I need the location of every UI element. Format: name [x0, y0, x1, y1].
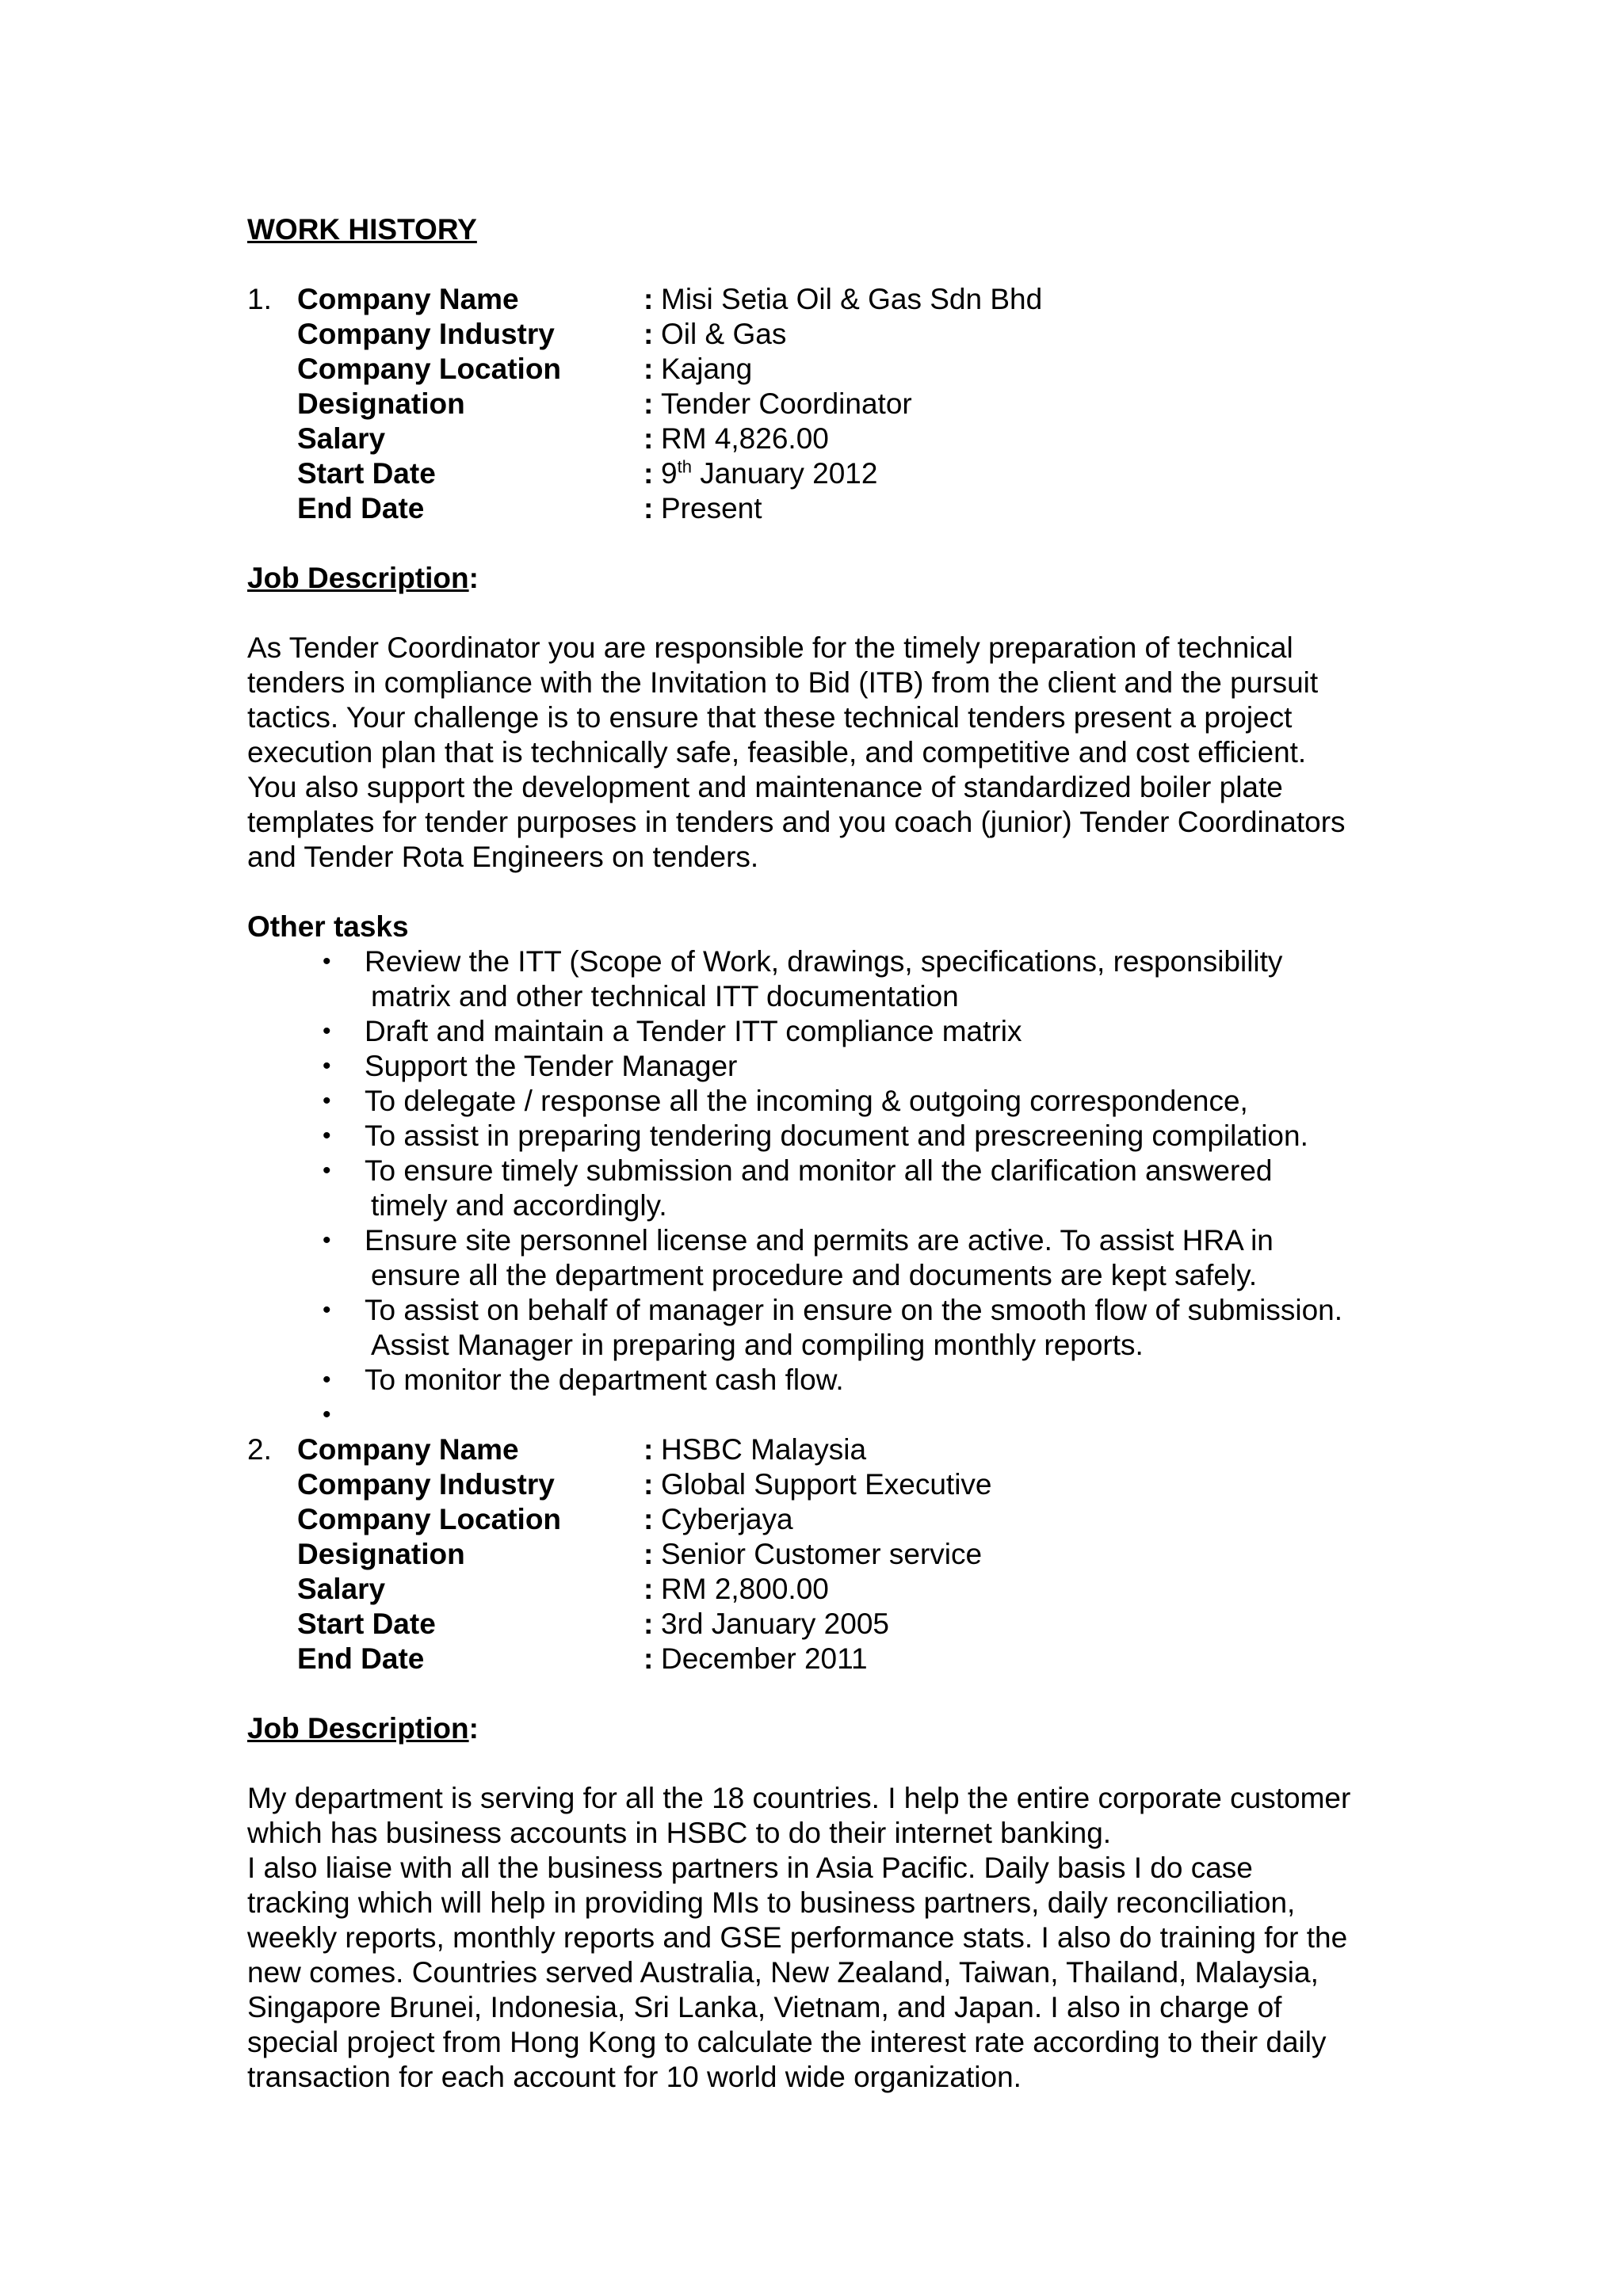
- field-end-date: End Date : December 2011: [297, 1642, 868, 1675]
- field-salary: Salary : RM 2,800.00: [297, 1573, 829, 1605]
- field-company-name: 2. Company Name : HSBC Malaysia: [247, 1433, 867, 1466]
- list-item: • Ensure site personnel license and permits are active. To assist HRA in ensure all the department procedure and documents are kept safely.: [323, 1224, 1274, 1291]
- field-value: Senior Customer service: [661, 1538, 983, 1570]
- entry-number: 2.: [247, 1433, 272, 1466]
- field-value: 9th January 2012: [661, 456, 878, 490]
- field-company-industry: Company Industry : Oil & Gas: [297, 318, 787, 350]
- field-label: Designation: [297, 387, 465, 420]
- field-salary: Salary : RM 4,826.00: [297, 422, 829, 455]
- field-end-date: End Date : Present: [297, 492, 762, 524]
- field-value: RM 2,800.00: [661, 1573, 829, 1605]
- field-value: RM 4,826.00: [661, 422, 829, 455]
- field-start-date: Start Date : 9th January 2012: [297, 456, 878, 490]
- list-item: • Support the Tender Manager: [323, 1050, 738, 1082]
- task-list: [247, 944, 1388, 1432]
- field-value: Misi Setia Oil & Gas Sdn Bhd: [661, 283, 1043, 315]
- field-value: Oil & Gas: [661, 318, 787, 350]
- field-value: Global Support Executive: [661, 1468, 992, 1501]
- field-value: Present: [661, 492, 762, 524]
- work-entry-2: [247, 1432, 1388, 2095]
- field-company-name: 1. Company Name : Misi Setia Oil & Gas Sdn Bhd: [247, 283, 1043, 315]
- field-value: 3rd January 2005: [661, 1608, 889, 1640]
- job-description-heading: Job Description:: [247, 1712, 479, 1745]
- field-label: Start Date: [297, 1608, 436, 1640]
- field-designation: Designation : Senior Customer service: [297, 1538, 983, 1570]
- list-item: • To ensure timely submission and monitor all the clarification answered timely and accordingly.: [323, 1154, 1273, 1222]
- list-item: • To delegate / response all the incoming & outgoing correspondence,: [323, 1085, 1248, 1117]
- field-label: Designation: [297, 1538, 465, 1570]
- field-designation: Designation : Tender Coordinator: [297, 387, 912, 420]
- other-tasks-title: Other tasks: [247, 910, 409, 943]
- field-label: Company Location: [297, 1503, 562, 1535]
- field-company-location: Company Location : Kajang: [297, 353, 753, 385]
- field-label: Start Date: [297, 457, 436, 490]
- field-label: End Date: [297, 1642, 425, 1675]
- document-page: [247, 212, 1388, 2095]
- job-description-text: My department is serving for all the 18 countries. I help the entire corporate customer which has business accounts in HSBC to do their internet banking. I also liaise with all the business partners in Asia Pacific. Daily basis I do case tracking which will help in providing MIs to business partners, daily reconciliation, weekly reports, monthly reports and GSE performance stats. I also do training for the new comes. Countries served Australia, New Zealand, Taiwan, Thailand, Malaysia, Singapore Brunei, Indonesia, Sri Lanka, Vietnam, and Japan. I also in charge of special project from Hong Kong to calculate the interest rate according to their daily transaction for each account for 10 world wide organization.: [247, 1782, 1351, 2093]
- field-company-location: Company Location : Cyberjaya: [297, 1503, 793, 1535]
- field-label: Company Name: [297, 1433, 519, 1466]
- list-item: • Review the ITT (Scope of Work, drawings, specifications, responsibility matrix and other technical ITT documentation: [323, 945, 1283, 1013]
- entry-number: 1.: [247, 283, 272, 315]
- list-item: • Draft and maintain a Tender ITT compliance matrix: [323, 1015, 1022, 1047]
- field-value: December 2011: [661, 1642, 868, 1675]
- field-label: Company Industry: [297, 1468, 555, 1501]
- list-item: • To assist on behalf of manager in ensure on the smooth flow of submission. Assist Manager in preparing and compiling monthly reports.: [323, 1294, 1343, 1361]
- field-label: Company Location: [297, 353, 562, 385]
- field-value: Tender Coordinator: [661, 387, 912, 420]
- list-item: •: [323, 1402, 331, 1428]
- field-label: Salary: [297, 1573, 386, 1605]
- field-value: Cyberjaya: [661, 1503, 793, 1535]
- field-label: Company Name: [297, 283, 519, 315]
- field-value: Kajang: [661, 353, 753, 385]
- work-entry-1: [247, 282, 1388, 1432]
- field-label: Company Industry: [297, 318, 555, 350]
- field-company-industry: Company Industry : Global Support Executive: [297, 1468, 992, 1501]
- job-description-heading: Job Description:: [247, 562, 479, 594]
- job-description-text: As Tender Coordinator you are responsible for the timely preparation of technical tenders in compliance with the Invitation to Bid (ITB) from the client and the pursuit tactics. Your challenge is to ensure that these technical tenders present a project execution plan that is technically safe, feasible, and competitive and cost efficient. You also support the development and maintenance of standardized boiler plate templates for tender purposes in tenders and you coach (junior) Tender Coordinators and Tender Rota Engineers on tenders.: [247, 631, 1346, 873]
- field-value: HSBC Malaysia: [661, 1433, 867, 1466]
- section-title: WORK HISTORY: [247, 213, 477, 246]
- field-label: End Date: [297, 492, 425, 524]
- field-label: Salary: [297, 422, 386, 455]
- field-start-date: Start Date : 3rd January 2005: [297, 1608, 889, 1640]
- list-item: • To monitor the department cash flow.: [323, 1363, 844, 1396]
- list-item: • To assist in preparing tendering document and prescreening compilation.: [323, 1119, 1308, 1152]
